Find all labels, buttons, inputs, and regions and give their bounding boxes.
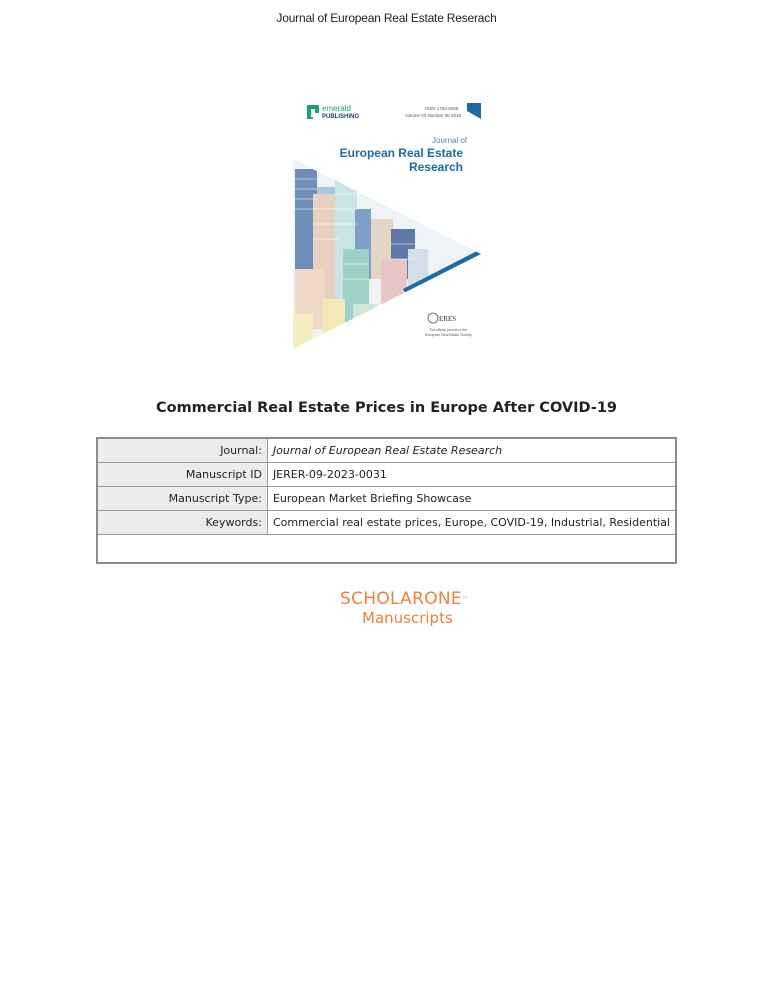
journal-cover-image	[293, 99, 481, 349]
eres-logo-icon	[428, 313, 438, 323]
row-label-manuscript-type: Manuscript Type:	[97, 487, 267, 511]
emerald-logo-icon	[307, 105, 319, 119]
row-label-journal: Journal:	[97, 438, 267, 463]
cover-journal-of: Journal of	[432, 136, 468, 145]
empty-cell	[97, 535, 676, 564]
row-value-manuscript-type: European Market Briefing Showcase	[267, 487, 676, 511]
society-text-1: The official journal of the	[429, 328, 468, 332]
running-head: Journal of European Real Estate Reserach	[276, 11, 497, 25]
row-value-keywords: Commercial real estate prices, Europe, COVID-19, Industrial, Residential	[267, 511, 676, 535]
publisher-name: emerald	[322, 104, 351, 113]
cover-corner-triangle	[467, 103, 481, 119]
table-row-empty	[97, 535, 676, 564]
manuscript-details-table	[96, 437, 677, 564]
table-row	[97, 438, 676, 463]
cover-volume: Volume 00 Number 00 2018	[405, 113, 462, 118]
row-label-manuscript-id: Manuscript ID	[97, 463, 267, 487]
table-row	[97, 463, 676, 487]
row-value-journal: Journal of European Real Estate Research	[267, 438, 676, 463]
scholarone-logo	[340, 589, 480, 627]
cover-title-line2: Research	[408, 160, 463, 174]
cover-title-line1: European Real Estate	[339, 146, 463, 160]
row-label-keywords: Keywords:	[97, 511, 267, 535]
table-row	[97, 511, 676, 535]
trademark-symbol: ™	[461, 596, 469, 603]
society-text-2: European Real Estate Society	[425, 333, 472, 337]
scholarone-wordmark: SCHOLARONE	[340, 589, 462, 609]
manuscript-title: Commercial Real Estate Prices in Europe After COVID-19	[155, 400, 618, 416]
publisher-sub: PUBLISHING	[322, 114, 360, 120]
row-value-manuscript-id: JERER-09-2023-0031	[267, 463, 676, 487]
scholarone-manuscripts: Manuscripts	[362, 609, 453, 627]
eres-logo-text: ERES	[439, 315, 457, 323]
cover-issn: ISSN 1753-9269	[425, 106, 459, 111]
table-row	[97, 487, 676, 511]
